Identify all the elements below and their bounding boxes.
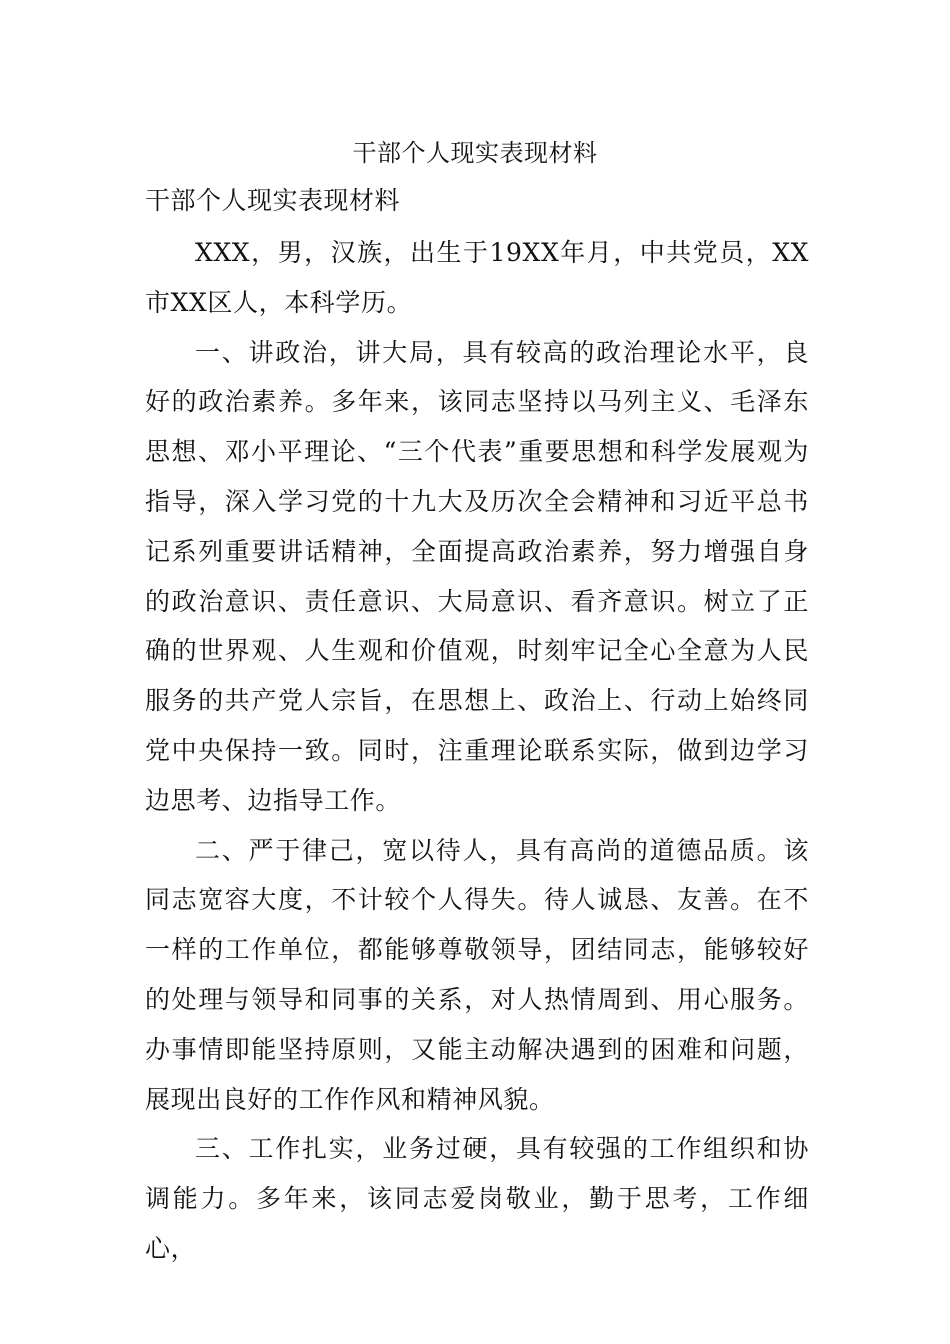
paragraph-work: 三、工作扎实，业务过硬，具有较强的工作组织和协调能力。多年来，该同志爱岗敬业，勤于思考，工作细心， (145, 1134, 809, 1263)
document-body (145, 228, 809, 1274)
paragraph-morality: 二、严于律己，宽以待人，具有高尚的道德品质。该同志宽容大度，不计较个人得失。待人诚恳、友善。在不一样的工作单位，都能够尊敬领导，团结同志，能够较好的处理与领导和同事的关系，对人热情周到、用心服务。办事情即能坚持原则，又能主动解决遇到的困难和问题，展现出良好的工作作风和精神风貌。 (145, 835, 809, 1114)
paragraph-politics: 一、讲政治，讲大局，具有较高的政治理论水平，良好的政治素养。多年来，该同志坚持以马列主义、毛泽东思想、邓小平理论、“三个代表”重要思想和科学发展观为指导，深入学习党的十九大及历次全会精神和习近平总书记系列重要讲话精神，全面提高政治素养，努力增强自身的政治意识、责任意识、大局意识、看齐意识。树立了正确的世界观、人生观和价值观，时刻牢记全心全意为人民服务的共产党人宗旨，在思想上、政治上、行动上始终同党中央保持一致。同时，注重理论联系实际，做到边学习边思考、边指导工作。 (145, 337, 809, 815)
document-title: 干部个人现实表现材料 (352, 139, 598, 167)
paragraph-personal-info: XXX，男，汉族，出生于19XX年月，中共党员，XX市XX区人，本科学历。 (145, 238, 809, 317)
document-subtitle: 干部个人现实表现材料 (145, 186, 401, 215)
